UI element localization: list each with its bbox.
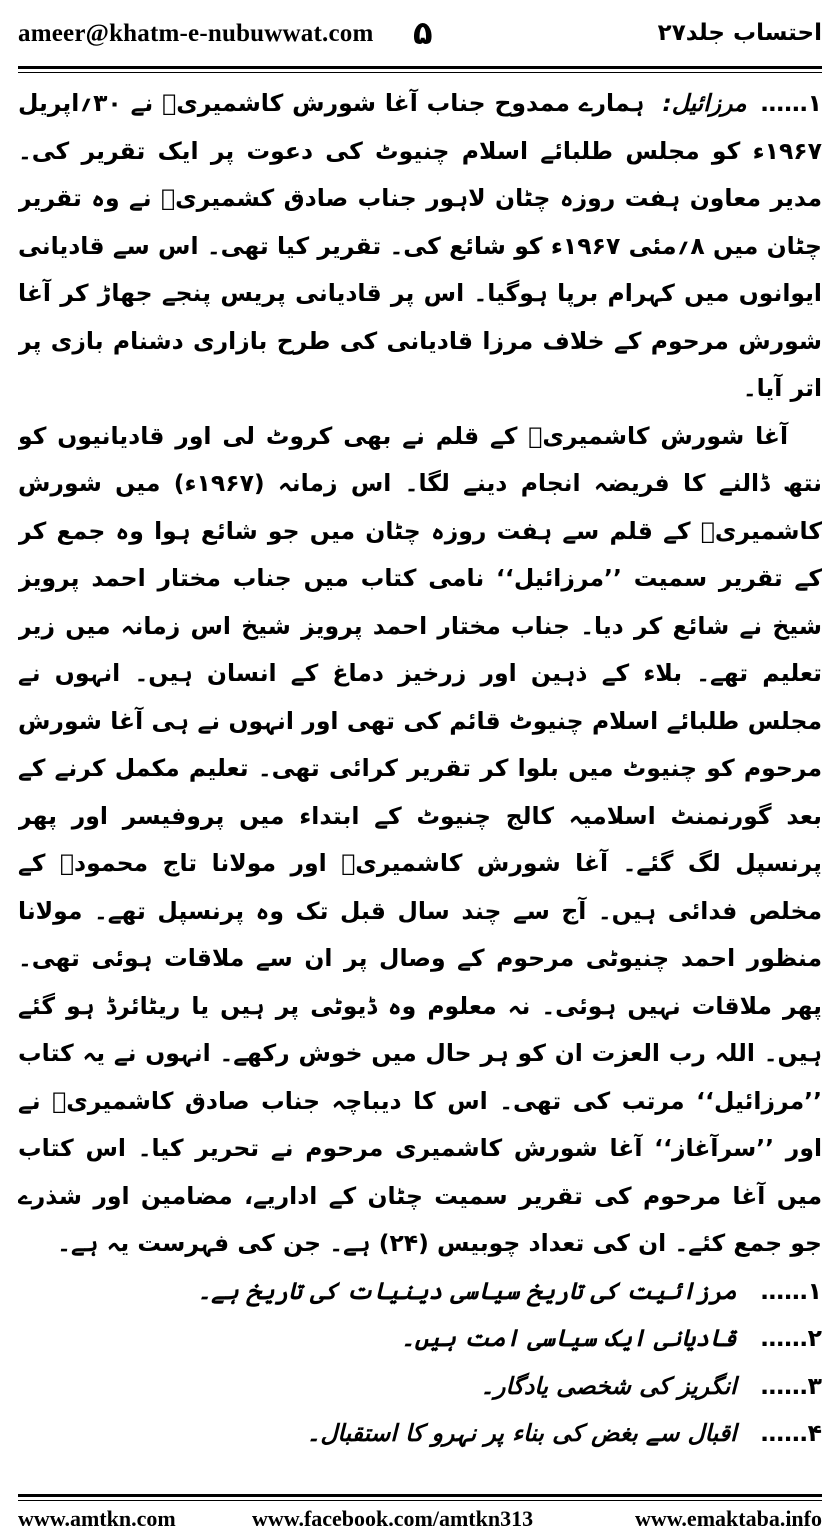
list-item-text: مرزائیت کی تاریخ سیاسی دینیات کی تاریخ ہے۔ [197,1276,737,1305]
list-item-number: ۱…… [760,1276,822,1305]
page-body [18,80,822,1460]
page-number: ۵ [413,14,433,52]
list-item-text: انگریز کی شخصی یادگار۔ [480,1371,737,1400]
contents-list [18,1268,822,1461]
list-item [18,1458,822,1461]
header-rule [18,66,822,73]
intro-number: ۱…… [760,89,822,117]
footer-link-emaktaba[interactable]: www.emaktaba.info [634,1506,822,1531]
intro-paragraph [18,80,822,413]
list-item [18,1315,822,1363]
list-item-number: ۴…… [760,1419,822,1447]
list-item [18,1268,822,1316]
page-footer [18,1506,822,1536]
list-item-text: اقبال سے بغض کی بناء پر نہرو کا استقبال۔ [306,1419,737,1447]
footer-link-amtkn[interactable]: www.amtkn.com [18,1506,176,1531]
intro-label: مرزائیل: [662,89,747,117]
list-item [18,1363,822,1411]
intro-text: ہمارے ممدوح جناب آغا شورش کاشمیریؒ نے ۳۰؍اپریل ۱۹۶۷ء کو مجلس طلبائے اسلام چنیوٹ کی دعوت پر ایک تقریر کی۔ مدیر معاون ہفت روزہ چٹان لاہور جناب صادق کشمیریؒ نے وہ تقریر چٹان میں ۸؍مئی ۱۹۶۷ء کو شائع کی۔ تقریر کیا تھی۔ اس سے قادیانی ایوانوں میں کہرام برپا ہوگیا۔ اس پر قادیانی پریس پنجے جھاڑ کر آغا شورش مرحوم کے خلاف مرزا قادیانی کی طرح بازاری دشنام بازی پر اتر آیا۔ [18,89,822,402]
header-email: ameer@khatm-e-nubuwwat.com [18,20,374,47]
footer-link-facebook[interactable]: www.facebook.com/amtkn313 [252,1506,534,1531]
main-paragraph: آغا شورش کاشمیریؒ کے قلم نے بھی کروٹ لی اور قادیانیوں کو نتھ ڈالنے کا فریضہ انجام دینے لگا۔ اس زمانہ (۱۹۶۷ء) میں شورش کاشمیریؒ کے قلم سے ہفت روزہ چٹان میں جو شائع ہوا وہ جمع کر کے تقریر سمیت ’’مرزائیل‘‘ نامی کتاب میں جناب مختار احمد پرویز شیخ نے شائع کر دیا۔ جناب مختار احمد پرویز شیخ اس زمانہ میں زیر تعلیم تھے۔ بلاء کے ذہین اور زرخیز دماغ کے انسان ہیں۔ انہوں نے مجلس طلبائے اسلام چنیوٹ قائم کی تھی اور انہوں نے ہی آغا شورش مرحوم کو چنیوٹ میں بلوا کر تقریر کرائی تھی۔ تعلیم مکمل کرنے کے بعد گورنمنٹ اسلامیہ کالج چنیوٹ کے ابتداء میں پروفیسر اور پھر پرنسپل لگ گئے۔ آغا شورش کاشمیریؒ اور مولانا تاج محمودؒ کے مخلص فدائی ہیں۔ آج سے چند سال قبل تک وہ پرنسپل تھے۔ مولانا منظور احمد چنیوٹی مرحوم کے وصال پر ان سے ملاقات ہوئی تھی۔ پھر ملاقات نہیں ہوئی۔ نہ معلوم وہ ڈیوٹی پر ہیں یا ریٹائرڈ ہو گئے ہیں۔ اللہ رب العزت ان کو ہر حال میں خوش رکھے۔ انہوں نے یہ کتاب ’’مرزائیل‘‘ مرتب کی تھی۔ اس کا دیباچہ جناب صادق کاشمیریؒ نے اور ’’سرآغاز‘‘ آغا شورش کاشمیری مرحوم نے تحریر کیا۔ اس کتاب میں آغا مرحوم کی تقریر سمیت چٹان کے اداریے، مضامین اور شذرے جو جمع کئے۔ ان کی تعداد چوبیس (۲۴) ہے۔ جن کی فہرست یہ ہے۔ [18,421,822,1257]
volume-title: احتساب جلد۲۷ [657,20,822,46]
list-item [18,1410,822,1458]
footer-rule [18,1494,822,1501]
list-item-number: ۲…… [760,1324,822,1352]
page-header [18,14,822,64]
list-item-number [761,1458,822,1461]
list-item-text: قادیانی ایک سیاسی امت ہیں۔ [401,1324,737,1352]
list-item-number: ۳…… [760,1371,822,1400]
